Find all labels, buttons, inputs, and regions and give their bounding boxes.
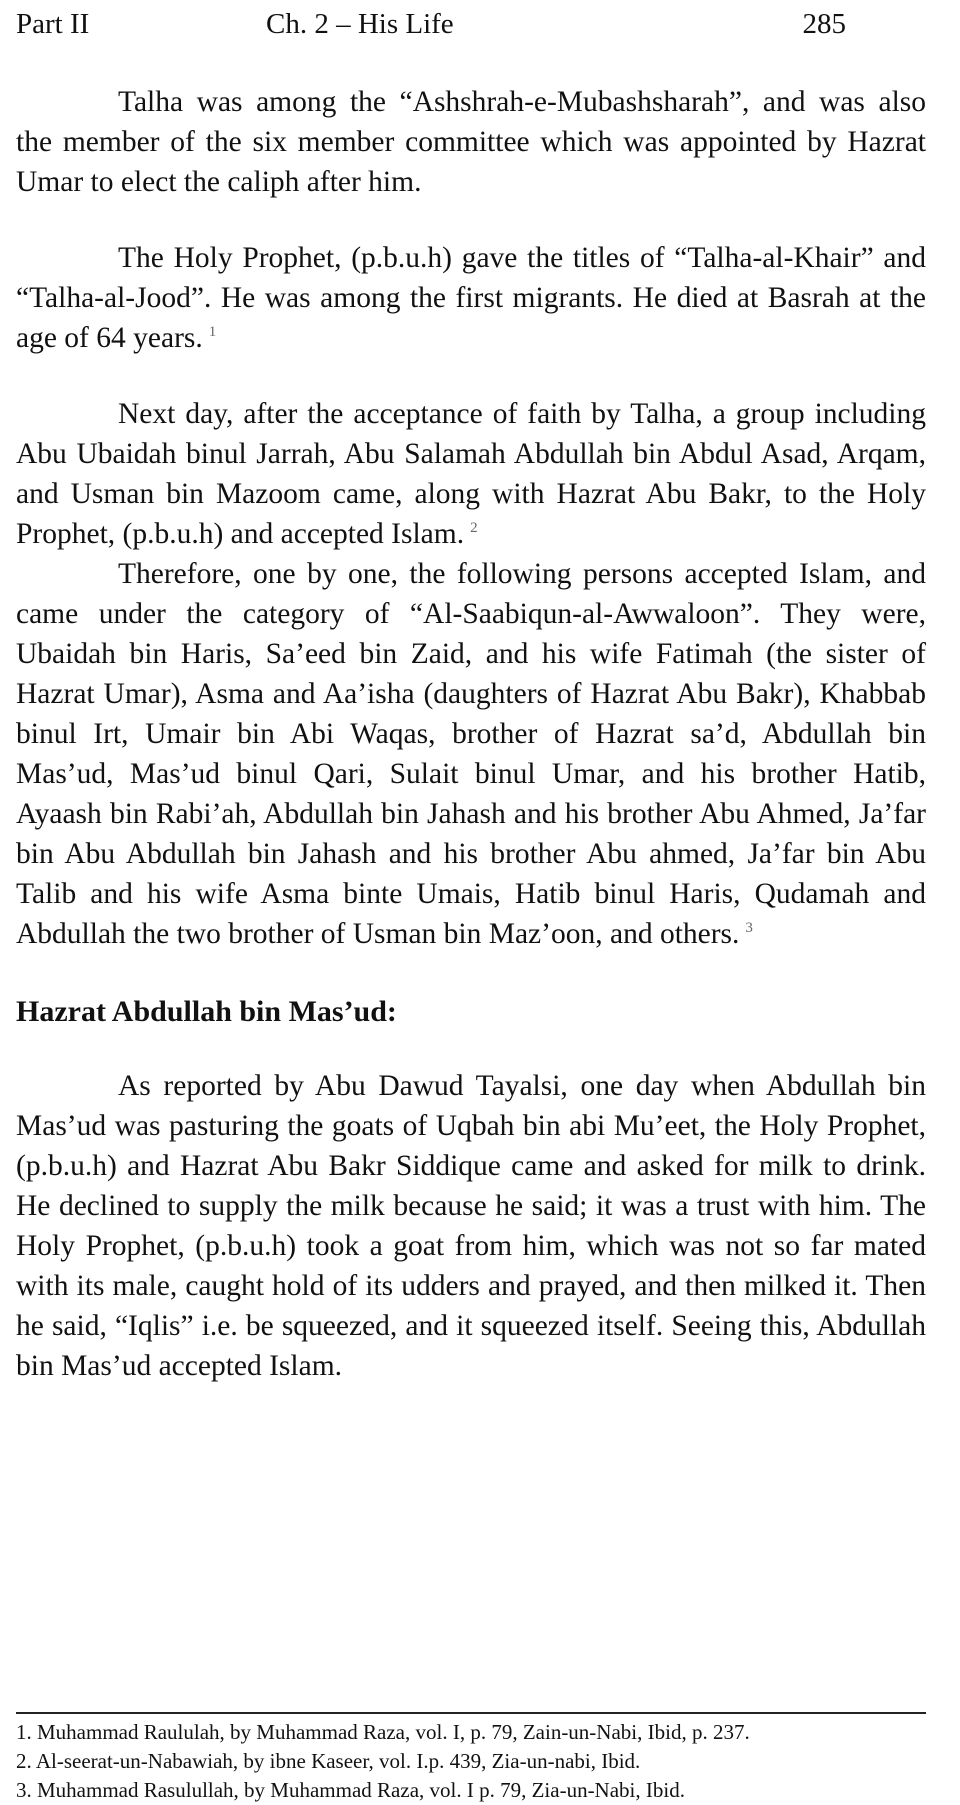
paragraph	[16, 82, 926, 202]
part-label: Part II	[16, 8, 90, 40]
paragraph-text: The Holy Prophet, (p.b.u.h) gave the titles of “Talha-al-Khair” and “Talha-al-Jood”. He was among the first migrants. He died at Basrah at the age of 64 years.	[16, 242, 926, 354]
section-paragraph: As reported by Abu Dawud Tayalsi, one day when Abdullah bin Mas’ud was pasturing the goats of Uqbah bin abi Mu’eet, the Holy Prophet, (p.b.u.h) and Hazrat Abu Bakr Siddique came and asked for milk to drink. He declined to supply the milk because he said; it was a trust with him. The Holy Prophet, (p.b.u.h) took a goat from him, which was not so far mated with its male, caught hold of its udders and prayed, and then milked it. Then he said, “Iqlis” i.e. be squeezed, and it squeezed itself. Seeing this, Abdullah bin Mas’ud accepted Islam.	[16, 1070, 926, 1382]
footnote-item: 1. Muhammad Raululah, by Muhammad Raza, vol. I, p. 79, Zain-un-Nabi, Ibid, p. 237.	[16, 1720, 750, 1744]
running-header	[16, 8, 926, 48]
paragraph	[16, 238, 926, 358]
page-body	[16, 82, 926, 1386]
section-heading: Hazrat Abdullah bin Mas’ud:	[16, 995, 397, 1028]
paragraph-text: Therefore, one by one, the following persons accepted Islam, and came under the category of “Al-Saabiqun-al-Awwaloon”. They were, Ubaidah bin Haris, Sa’eed bin Zaid, and his wife Fatimah (the sister of Hazrat Umar), Asma and Aa’isha (daughters of Hazrat Abu Bakr), Khabbab binul Irt, Umair bin Abi Waqas, brother of Hazrat sa’d, Abdullah bin Mas’ud, Mas’ud binul Qari, Sulait binul Umar, and his brother Hatib, Ayaash bin Rabi’ah, Abdullah bin Jahash and his brother Abu Ahmed, Ja’far bin Abu Abdullah bin Jahash and his brother Abu ahmed, Ja’far bin Abu Talib and his wife Asma binte Umais, Hatib binul Haris, Qudamah and Abdullah the two brother of Usman bin Maz’oon, and others.	[16, 558, 926, 950]
footnote-marker: 2	[470, 520, 478, 537]
paragraph-text: Talha was among the “Ashshrah-e-Mubashsharah”, and was also the member of the six member committee which was appointed by Hazrat Umar to elect the caliph after him.	[16, 86, 926, 198]
footnote-marker: 3	[745, 920, 753, 937]
footnote-marker: 1	[208, 324, 217, 341]
paragraph	[16, 554, 926, 954]
page-number: 285	[802, 8, 846, 40]
footnote-item: 3. Muhammad Rasulullah, by Muhammad Raza, vol. I p. 79, Zia-un-Nabi, Ibid.	[16, 1778, 685, 1802]
footnotes	[16, 1718, 926, 1805]
paragraph-text: Next day, after the acceptance of faith by Talha, a group including Abu Ubaidah binul Jarrah, Abu Salamah Abdullah bin Abdul Asad, Arqam, and Usman bin Mazoom came, along with Hazrat Abu Bakr, to the Holy Prophet, (p.b.u.h) and accepted Islam.	[16, 398, 926, 550]
footnote-divider	[16, 1712, 926, 1714]
paragraph	[16, 394, 926, 554]
chapter-title: Ch. 2 – His Life	[266, 8, 454, 40]
footnote-item: 2. Al-seerat-un-Nabawiah, by ibne Kaseer, vol. I.p. 439, Zia-un-nabi, Ibid.	[16, 1749, 641, 1773]
